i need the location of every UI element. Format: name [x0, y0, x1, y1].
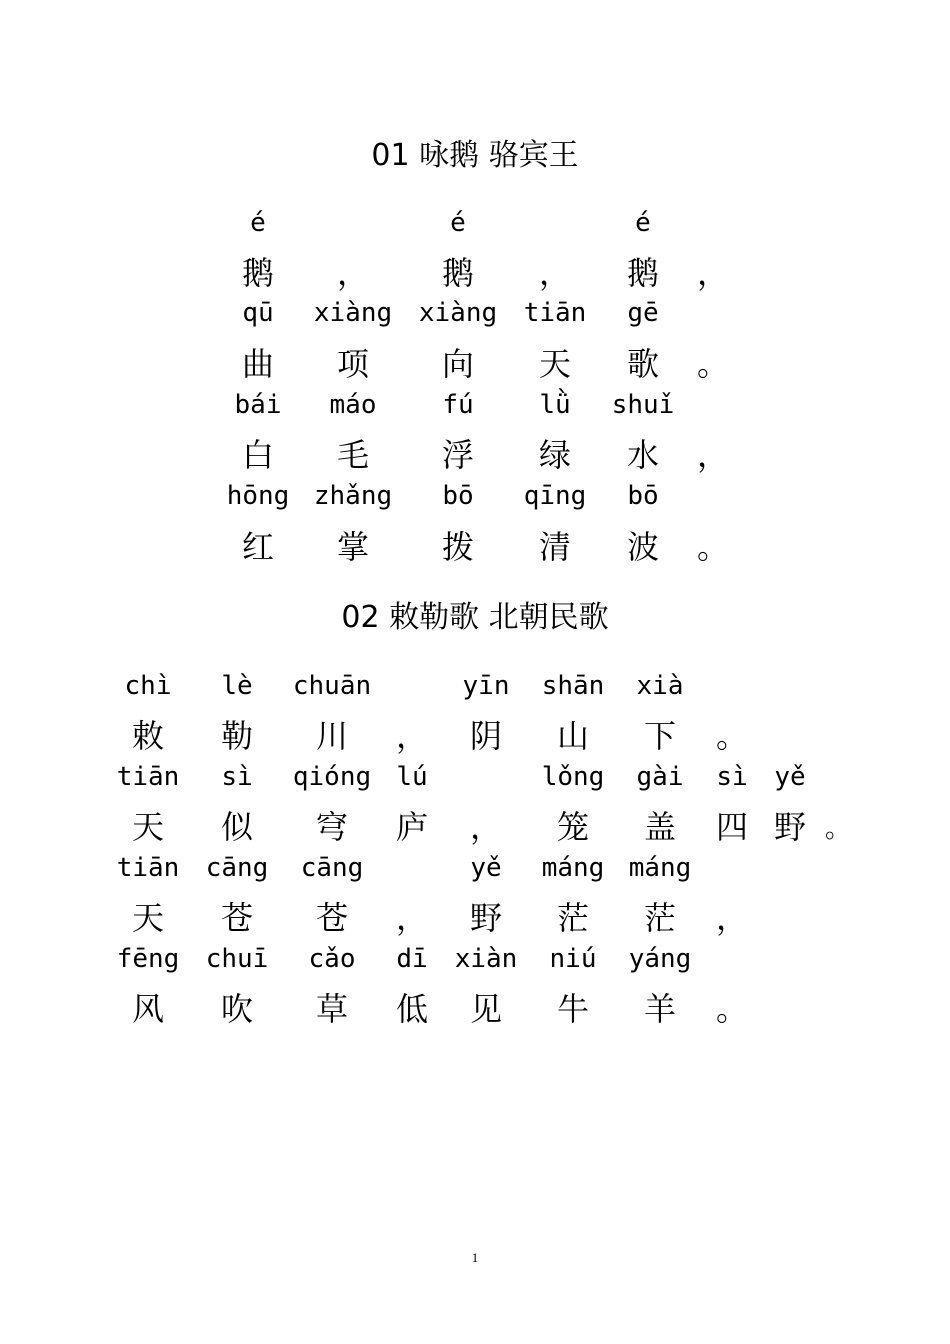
hanzi-character: ，	[395, 899, 429, 937]
hanzi-character: 水	[626, 436, 660, 474]
pinyin-syllable: chuān	[292, 671, 372, 701]
hanzi-character: 野	[469, 899, 503, 937]
hanzi-character: 见	[469, 990, 503, 1028]
hanzi-character: 天	[131, 899, 165, 937]
pinyin-syllable: é	[450, 208, 466, 238]
pinyin-syllable: yīn	[462, 671, 510, 701]
pinyin-syllable: máng	[541, 853, 605, 883]
pinyin-syllable: niú	[549, 944, 597, 974]
hanzi-character: 鹅	[626, 254, 660, 292]
pinyin-syllable: lǒng	[541, 762, 605, 792]
hanzi-character: 鹅	[441, 254, 475, 292]
pinyin-syllable: shuǐ	[611, 390, 675, 420]
hanzi-character: 天	[538, 345, 572, 383]
pinyin-syllable: dī	[396, 944, 428, 974]
hanzi-character: ，	[395, 717, 429, 755]
page-number: 1	[471, 1250, 479, 1265]
hanzi-character: 波	[626, 528, 660, 566]
hanzi-character: 歌	[626, 345, 660, 383]
hanzi-character: 向	[441, 345, 475, 383]
pinyin-syllable: hōng	[226, 481, 290, 511]
hanzi-character: ，	[469, 808, 503, 846]
pinyin-syllable: qióng	[292, 762, 372, 792]
pinyin-syllable: bō	[627, 481, 659, 511]
pinyin-syllable: lè	[221, 671, 253, 701]
pinyin-syllable: lǜ	[539, 390, 571, 420]
hanzi-character: 牛	[556, 990, 590, 1028]
hanzi-character: 天	[131, 808, 165, 846]
hanzi-character: 浮	[441, 436, 475, 474]
hanzi-character: 野	[773, 808, 807, 846]
hanzi-character: ，	[696, 436, 730, 474]
pinyin-syllable: gài	[636, 762, 684, 792]
pinyin-syllable: chì	[124, 671, 172, 701]
poem-1-title: 01 咏鹅 骆宾王	[371, 138, 579, 173]
hanzi-character: 低	[395, 990, 429, 1028]
hanzi-character: 苍	[220, 899, 254, 937]
pinyin-syllable: zhǎng	[313, 481, 393, 511]
pinyin-syllable: qū	[242, 298, 274, 328]
hanzi-character: 草	[315, 990, 349, 1028]
hanzi-character: ，	[538, 254, 572, 292]
hanzi-character: 苍	[315, 899, 349, 937]
pinyin-syllable: qīng	[523, 481, 587, 511]
pinyin-syllable: shān	[541, 671, 605, 701]
pinyin-syllable: fú	[442, 390, 474, 420]
hanzi-character: 四	[715, 808, 749, 846]
hanzi-character: 下	[643, 717, 677, 755]
pinyin-syllable: máo	[329, 390, 377, 420]
pinyin-syllable: xià	[636, 671, 684, 701]
pinyin-syllable: cāng	[205, 853, 269, 883]
hanzi-character: 。	[715, 717, 749, 755]
hanzi-character: 掌	[336, 528, 370, 566]
hanzi-character: 鹅	[241, 254, 275, 292]
pinyin-syllable: tiān	[116, 762, 180, 792]
hanzi-character: 盖	[643, 808, 677, 846]
hanzi-character: 川	[315, 717, 349, 755]
hanzi-character: 。	[715, 990, 749, 1028]
hanzi-character: 笼	[556, 808, 590, 846]
pinyin-syllable: yáng	[628, 944, 692, 974]
hanzi-character: 勒	[220, 717, 254, 755]
pinyin-syllable: chuī	[205, 944, 269, 974]
pinyin-syllable: é	[250, 208, 266, 238]
hanzi-character: 茫	[556, 899, 590, 937]
trailing-period: 。	[824, 814, 852, 844]
pinyin-syllable: xiàng	[418, 298, 498, 328]
pinyin-syllable: bái	[234, 390, 282, 420]
hanzi-character: 清	[538, 528, 572, 566]
pinyin-syllable: é	[635, 208, 651, 238]
hanzi-character: 绿	[538, 436, 572, 474]
pinyin-syllable: sì	[716, 762, 748, 792]
hanzi-character: ，	[715, 899, 749, 937]
hanzi-character: 似	[220, 808, 254, 846]
pinyin-syllable: yě	[470, 853, 502, 883]
pinyin-syllable: gē	[627, 298, 659, 328]
hanzi-character: 项	[336, 345, 370, 383]
hanzi-character: 。	[696, 345, 730, 383]
pinyin-syllable: fēng	[116, 944, 180, 974]
hanzi-character: 白	[241, 436, 275, 474]
hanzi-character: 毛	[336, 436, 370, 474]
pinyin-syllable: cǎo	[308, 944, 356, 974]
hanzi-character: 。	[696, 528, 730, 566]
poem-2-title: 02 敕勒歌 北朝民歌	[341, 600, 609, 635]
pinyin-syllable: cāng	[300, 853, 364, 883]
pinyin-syllable: xiàng	[313, 298, 393, 328]
hanzi-character: 红	[241, 528, 275, 566]
hanzi-character: 曲	[241, 345, 275, 383]
hanzi-character: 庐	[395, 808, 429, 846]
pinyin-syllable: máng	[628, 853, 692, 883]
pinyin-syllable: lú	[396, 762, 428, 792]
pinyin-syllable: bō	[442, 481, 474, 511]
hanzi-character: 山	[556, 717, 590, 755]
pinyin-syllable: tiān	[523, 298, 587, 328]
pinyin-syllable: sì	[221, 762, 253, 792]
hanzi-character: ，	[696, 254, 730, 292]
hanzi-character: ，	[336, 254, 370, 292]
pinyin-syllable: yě	[774, 762, 806, 792]
hanzi-character: 吹	[220, 990, 254, 1028]
pinyin-syllable: xiàn	[454, 944, 518, 974]
hanzi-character: 拨	[441, 528, 475, 566]
hanzi-character: 阴	[469, 717, 503, 755]
hanzi-character: 茫	[643, 899, 677, 937]
pinyin-syllable: tiān	[116, 853, 180, 883]
hanzi-character: 敕	[131, 717, 165, 755]
hanzi-character: 穹	[315, 808, 349, 846]
hanzi-character: 风	[131, 990, 165, 1028]
hanzi-character: 羊	[643, 990, 677, 1028]
